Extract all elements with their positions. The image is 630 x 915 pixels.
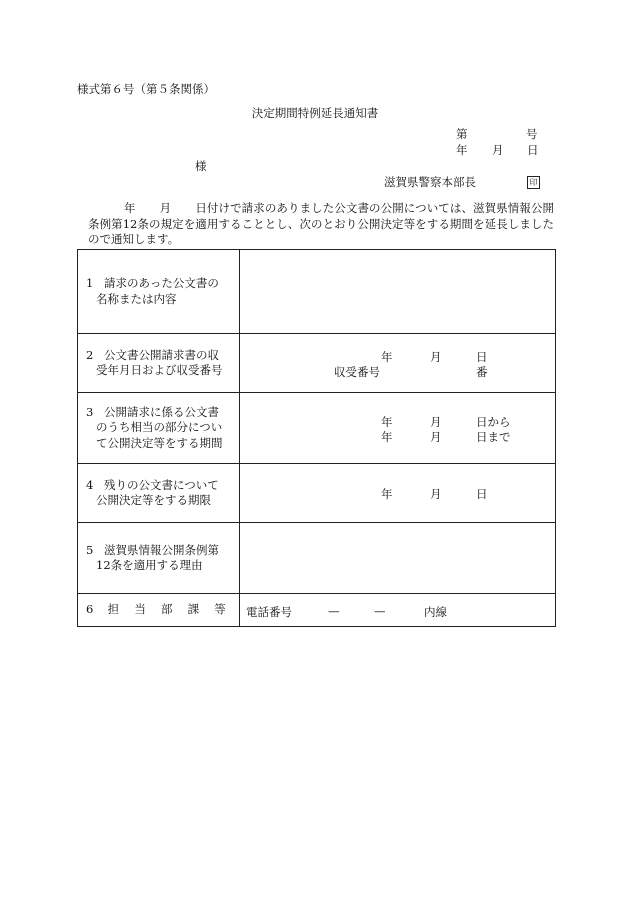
receipt-number-suffix: 番 <box>476 365 488 379</box>
row5-label-line1: 滋賀県情報公開条例第 <box>104 542 219 557</box>
issue-date-year: 年 <box>456 143 468 157</box>
row4-number: 4 <box>86 477 94 492</box>
row1-label-line1: 請求のあった公文書の <box>104 276 219 290</box>
details-table <box>77 249 556 627</box>
row3-label-line1: 公開請求に係る公文書 <box>104 404 219 419</box>
row2-year: 年 <box>381 350 393 364</box>
row2-label-line2: 受年月日および収受番号 <box>96 363 223 377</box>
row5-number: 5 <box>86 542 94 557</box>
row3-value <box>240 393 556 464</box>
row5-label <box>78 523 240 594</box>
table-row <box>78 523 556 594</box>
row1-label <box>78 250 240 334</box>
to-year: 年 <box>381 430 393 444</box>
receipt-number-label: 収受番号 <box>334 365 380 379</box>
from-month: 月 <box>430 415 442 429</box>
document-title: 決定期間特例延長通知書 <box>251 106 379 120</box>
table-row <box>78 334 556 393</box>
to-day: 日まで <box>476 430 511 444</box>
row2-day: 日 <box>476 350 488 364</box>
table-row <box>78 250 556 334</box>
body-month: 月 <box>159 201 172 215</box>
row6-char: 担 <box>107 602 120 617</box>
row1-number: 1 <box>86 276 94 290</box>
row4-label <box>78 464 240 523</box>
row4-value <box>240 464 556 523</box>
body-paragraph <box>88 201 554 248</box>
row2-label-line1: 公文書公開請求書の収 <box>104 347 219 362</box>
body-year: 年 <box>124 201 136 215</box>
row5-value <box>240 523 556 594</box>
row3-label-line2: のうち相当の部分につい <box>96 420 223 435</box>
from-year: 年 <box>381 415 393 429</box>
seal-char: 印 <box>529 178 538 187</box>
body-text: 日付けで請求のありました公文書の公開については、滋賀県情報公開条例第12条の規定を適用することとし、次のとおり公開決定等をする期間を延長しましたので通知します。 <box>88 201 555 246</box>
seal-mark <box>527 176 540 189</box>
issue-date-month: 月 <box>492 143 504 157</box>
deadline-day: 日 <box>476 487 488 501</box>
row1-value <box>240 250 556 334</box>
to-month: 月 <box>430 430 442 444</box>
row2-month: 月 <box>430 350 442 364</box>
row4-label-line2: 公開決定等をする期限 <box>96 493 211 507</box>
row3-label <box>78 393 240 464</box>
issue-date-day: 日 <box>527 143 539 157</box>
phone-dash-2: — <box>374 604 386 618</box>
row6-number: 6 <box>86 602 94 617</box>
from-day: 日から <box>476 415 511 429</box>
row2-number: 2 <box>86 347 94 362</box>
doc-number-suffix: 号 <box>526 127 538 141</box>
deadline-year: 年 <box>381 487 393 501</box>
row4-label-line1: 残りの公文書について <box>104 477 219 492</box>
row6-char: 当 <box>134 602 146 617</box>
row6-char: 部 <box>160 602 173 617</box>
row6-char: 等 <box>214 602 226 617</box>
row6-char: 課 <box>187 602 200 617</box>
phone-dash-1: — <box>328 604 340 618</box>
row2-label <box>78 334 240 393</box>
phone-label: 電話番号 <box>246 605 292 619</box>
deadline-month: 月 <box>430 487 442 501</box>
row6-value <box>240 594 556 627</box>
row2-value <box>240 334 556 393</box>
addressee-suffix: 様 <box>195 159 207 173</box>
row3-label-line3: て公開決定等をする期間 <box>96 435 223 450</box>
table-row <box>78 393 556 464</box>
row3-number: 3 <box>86 404 94 419</box>
form-number: 様式第６号（第５条関係） <box>77 82 215 96</box>
row6-label <box>78 594 240 627</box>
row5-label-line2: 12条を適用する理由 <box>96 558 203 572</box>
extension-label: 内線 <box>424 605 447 619</box>
table-row <box>78 464 556 523</box>
sender-title: 滋賀県警察本部長 <box>384 175 476 189</box>
doc-number-prefix: 第 <box>456 127 468 141</box>
row1-label-line2: 名称または内容 <box>96 291 177 306</box>
table-row <box>78 594 556 627</box>
